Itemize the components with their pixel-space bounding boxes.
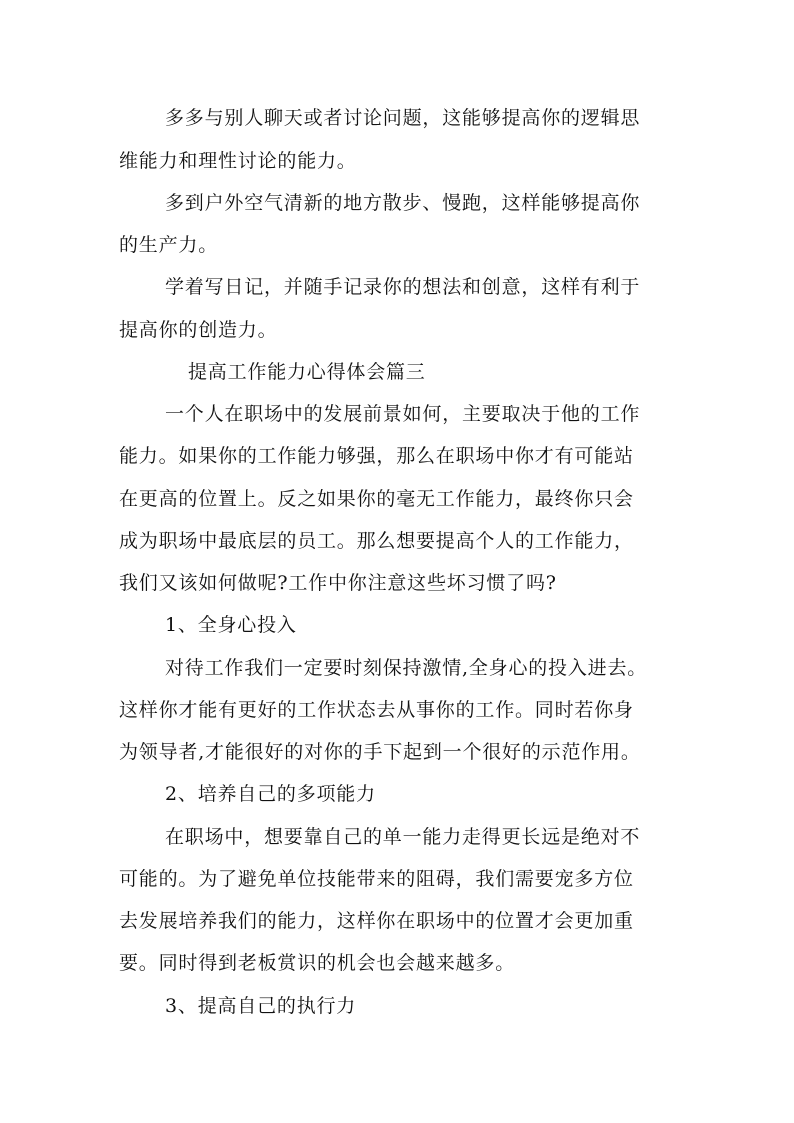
paragraph-line: 成为职场中最底层的员工。那么想要提高个人的工作能力， <box>119 530 634 552</box>
paragraph-line: 多到户外空气清新的地方散步、慢跑，这样能够提高你 <box>165 192 641 214</box>
paragraph-line: 可能的。为了避免单位技能带来的阻碍，我们需要宠多方位 <box>119 868 634 890</box>
paragraph-line: 我们又该如何做呢?工作中你注意这些坏习惯了吗? <box>119 572 557 594</box>
paragraph-line: 能力。如果你的工作能力够强，那么在职场中你才有可能站 <box>119 445 634 467</box>
section-heading: 提高工作能力心得体会篇三 <box>188 361 426 383</box>
paragraph-line: 要。同时得到老板赏识的机会也会越来越多。 <box>119 952 516 974</box>
paragraph-line: 这样你才能有更好的工作状态去从事你的工作。同时若你身 <box>119 699 634 721</box>
paragraph-line: 维能力和理性讨论的能力。 <box>119 150 357 172</box>
paragraph-line: 对待工作我们一定要时刻保持激情,全身心的投入进去。 <box>165 657 648 679</box>
paragraph-line: 去发展培养我们的能力，这样你在职场中的位置才会更加重 <box>119 910 634 932</box>
paragraph-line: 的生产力。 <box>119 234 219 256</box>
list-heading: 2、培养自己的多项能力 <box>165 783 376 805</box>
paragraph-line: 在更高的位置上。反之如果你的毫无工作能力，最终你只会 <box>119 488 634 510</box>
paragraph-line: 多多与别人聊天或者讨论问题，这能够提高你的逻辑思 <box>165 107 641 129</box>
paragraph-line: 学着写日记，并随手记录你的想法和创意，这样有利于 <box>165 276 641 298</box>
paragraph-line: 一个人在职场中的发展前景如何，主要取决于他的工作 <box>165 403 641 425</box>
paragraph-line: 为领导者,才能很好的对你的手下起到一个很好的示范作用。 <box>119 741 641 763</box>
paragraph-line: 提高你的创造力。 <box>119 319 278 341</box>
list-heading: 1、全身心投入 <box>165 614 297 636</box>
paragraph-line: 在职场中，想要靠自己的单一能力走得更长远是绝对不 <box>165 826 641 848</box>
list-heading: 3、提高自己的执行力 <box>165 995 357 1017</box>
